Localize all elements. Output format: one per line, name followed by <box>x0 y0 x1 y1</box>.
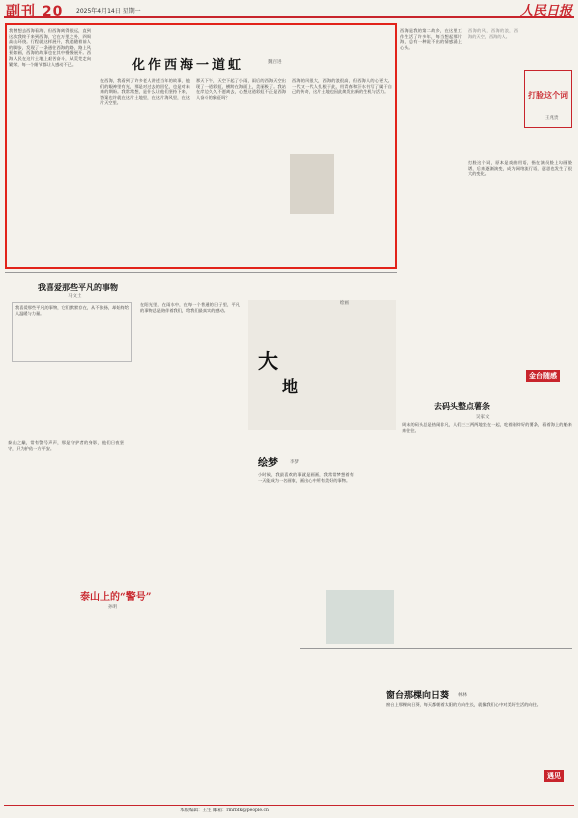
article-column: 周末的码头总是热闹非凡，人们三三两两地坐在一起，吃着刚炸好的薯条，看着海上的船来来往往。 <box>402 422 572 433</box>
article-author: 孙明 <box>108 605 117 610</box>
article-author: 林林 <box>458 693 467 698</box>
article-column: 那天下午，天空下起了小雨，雨后的西海天空出现了一道彩虹，横跨在海面上，美丽极了。我站在岸边久久不愿离去，心想这道彩虹不正是西海人奋斗的象征吗？ <box>196 78 286 100</box>
brush-character: 地 <box>282 377 299 396</box>
article-column: 西海是我的第二故乡，在这里工作生活了许多年，每当想起那片海，总有一种说不出的情感涌上心头。 <box>400 28 462 50</box>
article-photo <box>290 154 334 214</box>
article-title[interactable]: 绘梦 <box>258 458 278 469</box>
poem-body: 在阳光里，在雨水中，在每一个普通的日子里，平凡的事物总是陪伴着我们，给我们最真实的感动。 <box>140 302 240 313</box>
article-author: 吴家文 <box>476 415 490 420</box>
poem-verse: 西海的风，西海的浪，西海的天空，西海的人。 <box>468 28 518 39</box>
section-divider <box>5 272 397 273</box>
section-divider <box>300 648 572 649</box>
article-column: 我曾想去西海看海，但西海离得很远，直到这次我终于来到西海，它在万里之外，四周高山环绕。行程就这样展开，我追随着前人的脚步，发现了一条通往西海的路，路上风景如画，西海的故事也在其中慢慢展开。西海人民在这片土地上艰苦奋斗，从荒芜走向繁荣，每一个细节都让人感动不已。 <box>9 28 91 67</box>
page-date: 2025年4月14日 星期一 <box>76 8 141 15</box>
section-badge: 金台随感 <box>526 370 560 382</box>
art-caption: 绘画 <box>340 301 349 306</box>
poem-author: 马文土 <box>68 294 82 299</box>
newspaper-logo: 人民日报 <box>519 4 572 19</box>
article-title[interactable]: 窗台那棵向日葵 <box>386 691 450 701</box>
brush-character: 大 <box>258 349 278 373</box>
article-title[interactable]: 泰山上的“警号” <box>80 592 152 603</box>
corner-badge: 遇见 <box>544 770 564 782</box>
column-text: 打脸这个词，原本是戏曲用语，指在演员脸上勾画脸谱，后来逐渐演变，成为网络流行语，意思也发生了很大的变化。 <box>468 160 572 177</box>
column-author: 王兆贵 <box>545 116 559 121</box>
article-title[interactable]: 去码头整点薯条 <box>434 401 490 411</box>
article-column: 西海的风很大，西海的浪很高，但西海人的心更大。一代又一代人扎根于此，用青春和汗水书写了属于自己的传奇，这片土地也因此焕发出新的生机与活力。 <box>292 78 392 95</box>
footer-divider <box>4 805 574 806</box>
poem-quote: 我喜爱那些平凡的事物，它们默默存在，从不张扬，却始终给人温暖与力量。 <box>12 302 132 362</box>
article-author: 李梦 <box>290 460 299 465</box>
article-column: 在西海，我看到了许多老人讲述当年的故事，他们的眼神里有光，那是对过去的回忆，也是对未来的期盼。我常常想，是什么让他们坚持下来，答案也许就在这片土地里，在这片海风里，在这片天空里。 <box>100 78 190 106</box>
article-column: 窗台上那棵向日葵，每天都朝着太阳的方向生长，就像我们心中对美好生活的向往。 <box>386 702 541 707</box>
article-author: 魏百进 <box>268 60 282 65</box>
column-title[interactable]: 打脸这个词 <box>528 90 568 100</box>
page-header <box>4 2 574 18</box>
illustration <box>326 590 394 644</box>
poem-title[interactable]: 我喜爱那些平凡的事物 <box>38 282 118 292</box>
article-column: 小时候，我最喜欢的事就是画画，我常常梦想着有一天能成为一名画家，画出心中所有美好的事物。 <box>258 472 354 483</box>
page-title: 副刊 20 <box>6 4 64 20</box>
article-title[interactable]: 化作西海一道虹 <box>132 58 245 73</box>
footer-text: 本版编辑：王生 邮箱：rmrbfk@people.cn <box>180 808 269 813</box>
article-column: 泰山之巅，常有警号声声，那是守护者的身影，他们日夜坚守，只为护佑一方平安。 <box>8 440 124 451</box>
